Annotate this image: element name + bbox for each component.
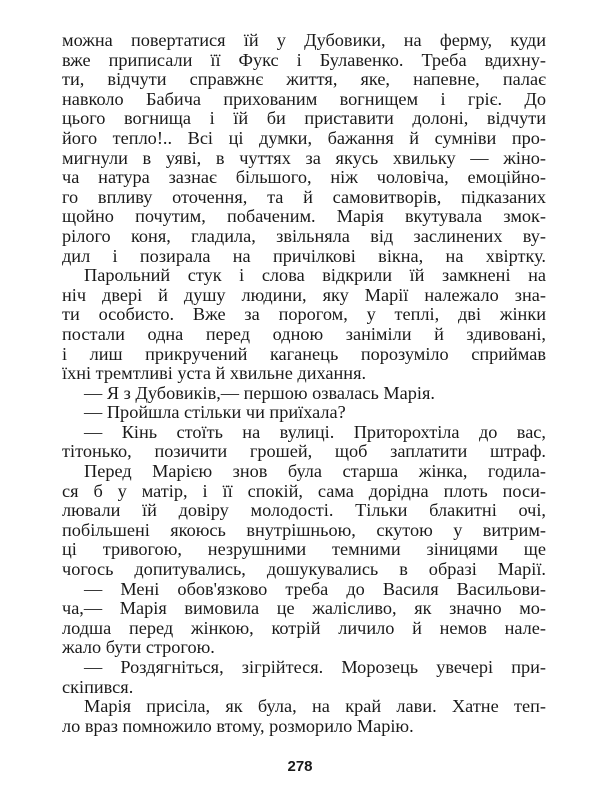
text-line: ніч двері й душу людини, яку Марії належало зна- bbox=[62, 284, 546, 305]
dialogue-line: — Роздягніться, зігрійтеся. Морозець увечері при- bbox=[84, 657, 546, 677]
text-line: і лиш прикручений каганець порозуміло сприймав bbox=[62, 343, 546, 364]
dialogue-line: — Мені обов'язково треба до Василя Васильови- bbox=[84, 578, 546, 599]
dialogue-line: — Я з Дубовиків,— першою озвалась Марія. bbox=[84, 382, 435, 403]
text-line: ці тривогою, незрушними темними зіницями ще bbox=[62, 539, 546, 560]
dialogue-line: — Кінь стоїть на вулиці. Приторохтіла до вас, bbox=[84, 421, 546, 442]
text-line: тітонько, позичити грошей, щоб заплатити штраф. bbox=[62, 441, 546, 462]
text-line: щойно почутим, побаченим. Марія вкутувала змок- bbox=[62, 206, 546, 227]
paragraph-start-line: Парольний стук і слова відкрили їй замкнені на bbox=[84, 265, 546, 286]
text-line: постали одна перед одною заніміли й здивовані, bbox=[62, 323, 546, 344]
text-line: цього вогнища і їй би приставити долоні, відчути bbox=[62, 108, 546, 129]
page-number: 278 bbox=[287, 758, 313, 775]
paragraph-start-line: Перед Марією знов була старша жінка, годила- bbox=[84, 461, 546, 482]
text-line: рілого коня, гладила, звільняла від заслинених ву- bbox=[62, 225, 546, 246]
text-line: вже приписали її Фукс і Булавенко. Треба вдихну- bbox=[62, 49, 546, 70]
text-line: скіпився. bbox=[62, 676, 134, 697]
text-line: жало бути строгою. bbox=[62, 637, 215, 658]
text-line: ча,— Марія вимовила це жалісливо, як значно мо- bbox=[62, 598, 546, 619]
text-line: можна повертатися їй у Дубовики, на ферму, куди bbox=[62, 30, 546, 50]
text-line: лювали їй довіру молодості. Тільки блакитні очі, bbox=[62, 500, 546, 521]
dialogue-line: — Пройшла стільки чи приїхала? bbox=[84, 402, 346, 423]
text-line: ло враз помножило втому, розморило Марію. bbox=[62, 715, 414, 736]
paragraph-start-line: Марія присіла, як була, на край лави. Хатне теп- bbox=[84, 696, 546, 717]
text-line: навколо Бабича прихованим вогнищем і гріє. До bbox=[62, 88, 546, 109]
text-line: лодша перед жінкою, котрій личило й немов нале- bbox=[62, 617, 546, 638]
text-line: ти, відчути справжнє життя, яке, напевне, палає bbox=[62, 69, 546, 90]
text-line: побільшені якоюсь внутрішньою, скутою у витрим- bbox=[62, 519, 546, 540]
text-line: ся б у матір, і її спокій, сама дорідна плоть поси- bbox=[62, 480, 546, 501]
text-line: чогось допитувались, дошукувались в образі Марії. bbox=[62, 559, 546, 580]
text-line: ча натура зазнає більшого, ніж чоловіча, емоційно- bbox=[62, 167, 546, 188]
text-line: дил і позирала на причілкові вікна, на хвіртку. bbox=[62, 245, 546, 266]
text-line: його тепло!.. Всі ці думки, бажання й сумніви про- bbox=[62, 127, 546, 148]
text-line: мигнули в уяві, в чуттях за якусь хвильку — жіно- bbox=[62, 147, 546, 168]
text-line: го впливу оточення, та й самовитворів, підказаних bbox=[62, 186, 546, 207]
text-line: ти особисто. Вже за порогом, у теплі, дві жінки bbox=[62, 304, 546, 325]
text-line: їхні тремтливі уста й хвильне дихання. bbox=[62, 363, 367, 384]
book-page-text bbox=[62, 31, 546, 736]
